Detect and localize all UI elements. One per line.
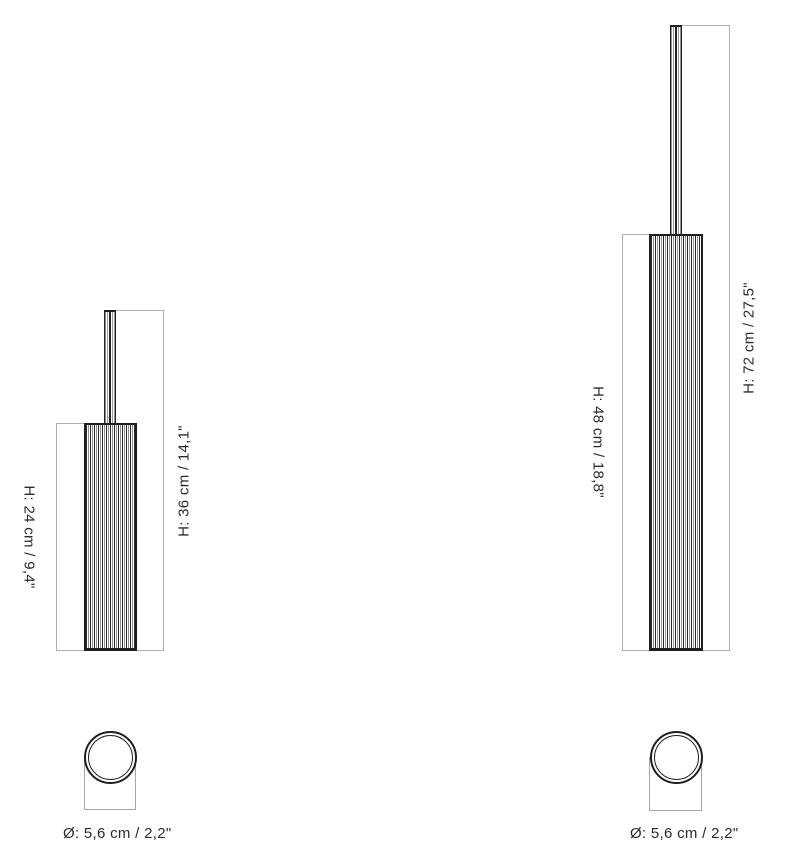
shade-inner-ring: [654, 735, 699, 780]
shade-top-view-circle: [650, 731, 703, 784]
shade-top-view-circle: [84, 731, 137, 784]
diameter-label: Ø: 5,6 cm / 2,2": [63, 825, 172, 842]
body-height-dimension-bracket: [622, 234, 649, 651]
cord-stem: [104, 310, 116, 424]
body-height-label: H: 48 cm / 18,8": [589, 386, 607, 498]
shade-inner-ring: [88, 735, 133, 780]
diameter-label: Ø: 5,6 cm / 2,2": [630, 825, 739, 842]
total-height-label: H: 36 cm / 14,1": [175, 425, 193, 537]
cord-stem: [670, 25, 682, 234]
fluted-shade: [84, 423, 137, 651]
body-height-label: H: 24 cm / 9,4": [20, 485, 38, 589]
body-height-dimension-bracket: [56, 423, 85, 651]
fluted-shade: [649, 234, 703, 651]
total-height-label: H: 72 cm / 27,5": [740, 282, 758, 394]
